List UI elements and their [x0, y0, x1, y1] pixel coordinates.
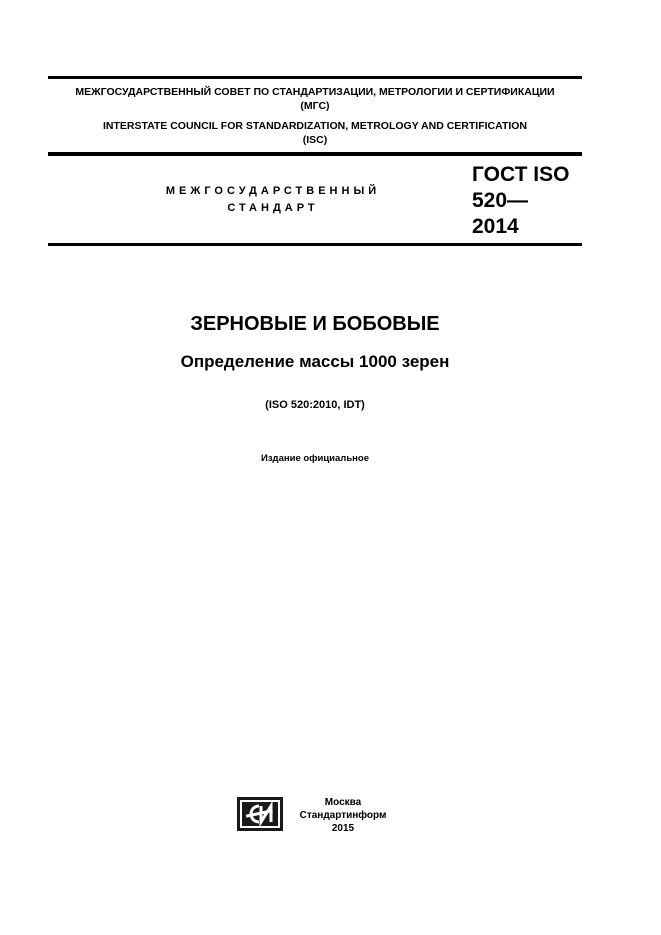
standard-type-line1: МЕЖГОСУДАРСТВЕННЫЙ [165, 185, 381, 197]
council-abbr-ru: (МГС) [300, 100, 330, 112]
edition-note: Издание официальное [261, 453, 369, 464]
publisher-city: Москва [324, 797, 362, 808]
council-name-ru [48, 85, 582, 113]
standard-id [472, 162, 569, 240]
document-title: ЗЕРНОВЫЕ И БОБОВЫЕ [190, 313, 440, 335]
standard-type [118, 183, 428, 217]
standartinform-logo-icon [237, 797, 283, 831]
publisher-year: 2015 [331, 823, 355, 834]
document-subtitle: Определение массы 1000 зерен [180, 352, 450, 371]
standard-type-line2: СТАНДАРТ [227, 202, 319, 214]
header-rule-bottom [48, 243, 582, 246]
standard-id-line3: 2014 [472, 215, 519, 238]
council-name-ru-line: МЕЖГОСУДАРСТВЕННЫЙ СОВЕТ ПО СТАНДАРТИЗАЦИИ, МЕТРОЛОГИИ И СЕРТИФИКАЦИИ [75, 86, 555, 98]
iso-reference: (ISO 520:2010, IDT) [265, 399, 365, 411]
standard-id-line2: 520— [472, 189, 529, 212]
council-name-en [48, 119, 582, 147]
publisher-info [288, 796, 398, 835]
council-name-en-line: INTERSTATE COUNCIL FOR STANDARDIZATION, METROLOGY AND CERTIFICATION [102, 120, 528, 132]
top-rule [48, 76, 582, 79]
council-abbr-en: (ISC) [302, 134, 328, 146]
standard-id-line1: ГОСТ ISO [472, 163, 570, 186]
header-rule-thick [48, 152, 582, 156]
publisher-name: Стандартинформ [299, 810, 387, 821]
